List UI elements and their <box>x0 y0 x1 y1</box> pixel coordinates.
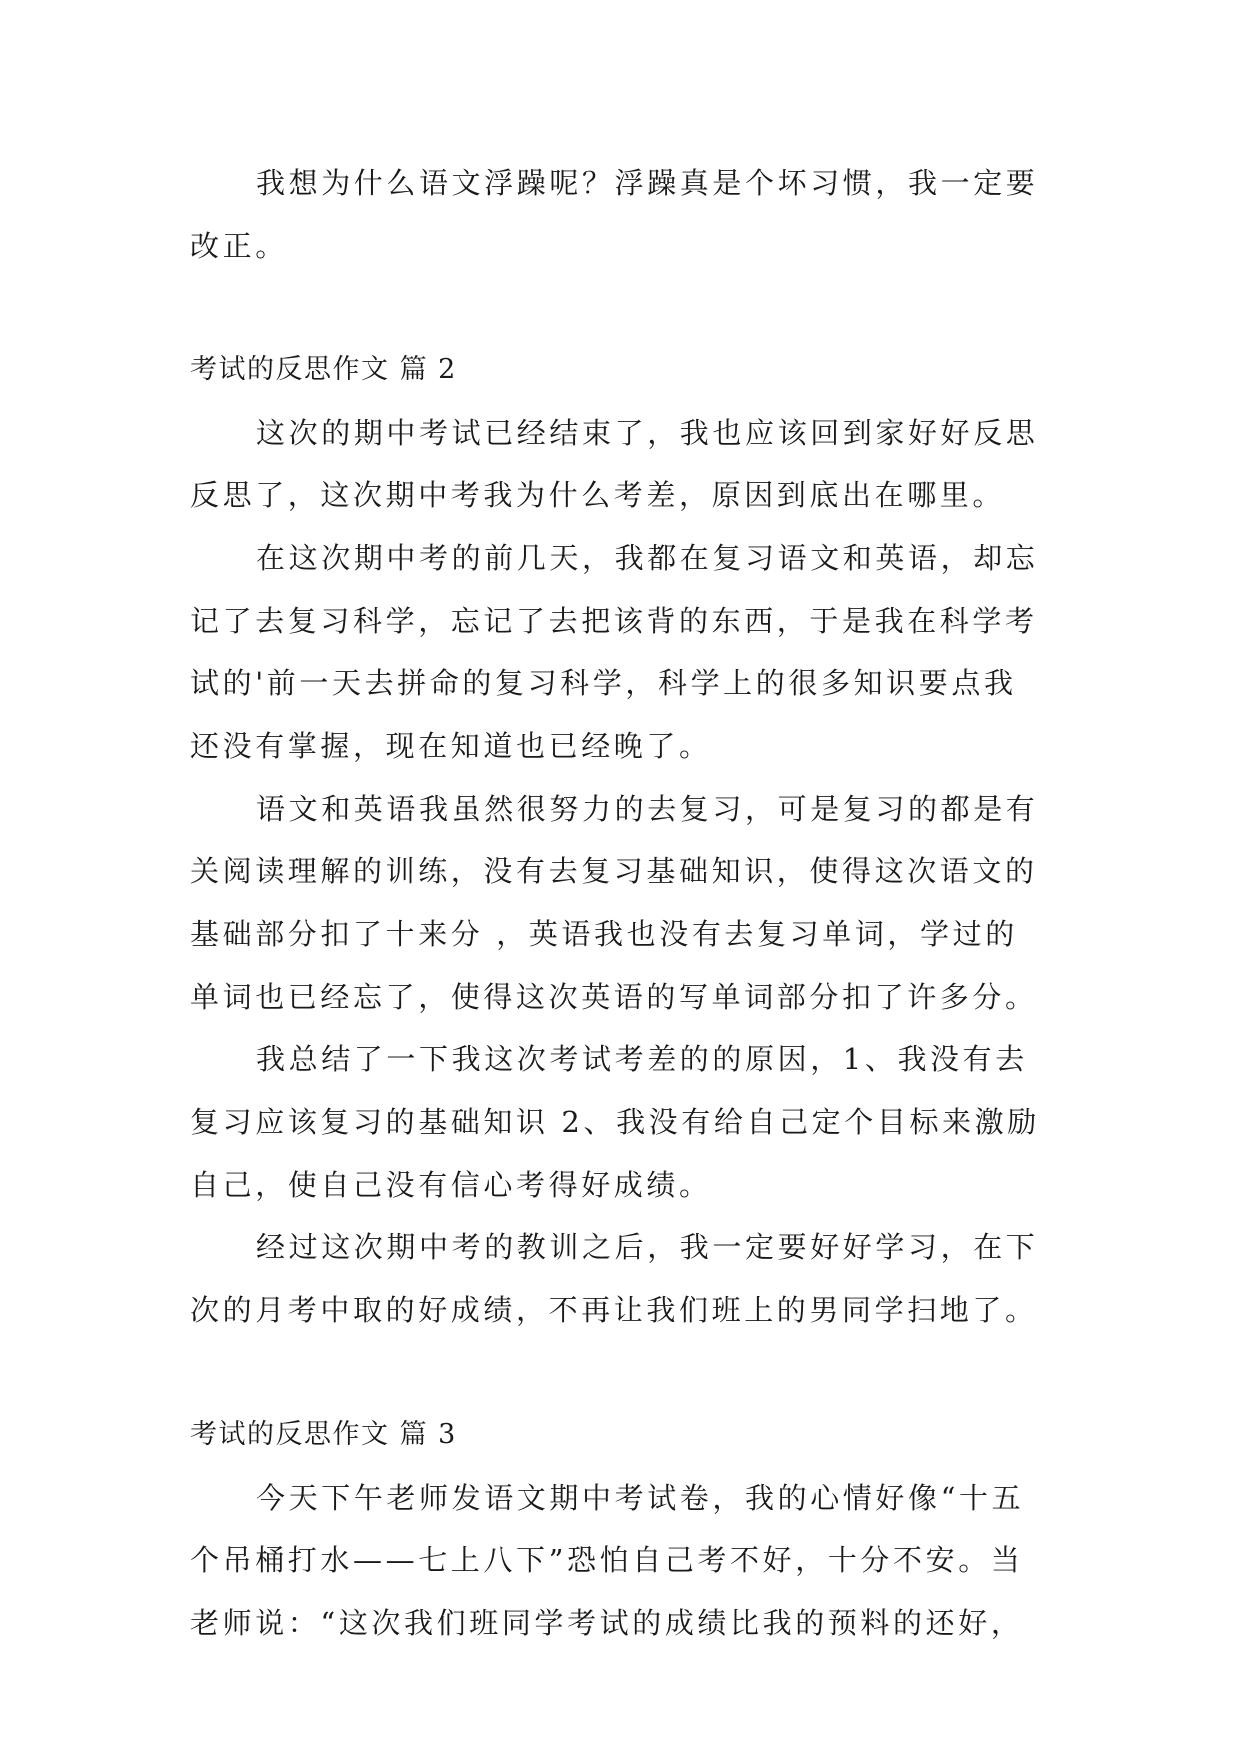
paragraph-line: 老师说：“这次我们班同学考试的成绩比我的预料的还好， <box>190 1606 1024 1640</box>
paragraph-line: 改正。 <box>190 229 288 263</box>
paragraph-line: 个吊桶打水——七上八下”恐怕自己考不好，十分不安。当 <box>190 1543 1024 1577</box>
section-heading: 考试的反思作文 篇 3 <box>190 1419 457 1450</box>
paragraph-line: 我总结了一下我这次考试考差的的原因，1、我没有去 <box>256 1042 1028 1076</box>
paragraph-line: 还没有掌握，现在知道也已经晚了。 <box>190 729 712 763</box>
section-heading: 考试的反思作文 篇 2 <box>190 354 457 385</box>
paragraph-line: 在这次期中考的前几天，我都在复习语文和英语，却忘 <box>256 541 1039 575</box>
paragraph-line: 经过这次期中考的教训之后，我一定要好好学习，在下 <box>256 1230 1039 1264</box>
paragraph-line: 这次的期中考试已经结束了，我也应该回到家好好反思 <box>256 416 1039 450</box>
paragraph-line: 语文和英语我虽然很努力的去复习，可是复习的都是有 <box>256 792 1039 826</box>
paragraph-line: 基础部分扣了十来分 ，英语我也没有去复习单词，学过的 <box>190 917 1018 951</box>
paragraph-line: 关阅读理解的训练，没有去复习基础知识，使得这次语文的 <box>190 854 1038 888</box>
paragraph-line: 记了去复习科学，忘记了去把该背的东西，于是我在科学考 <box>190 604 1038 638</box>
paragraph-line: 单词也已经忘了，使得这次英语的写单词部分扣了许多分。 <box>190 980 1038 1014</box>
paragraph-line: 试的'前一天去拼命的复习科学，科学上的很多知识要点我 <box>190 666 1017 700</box>
paragraph-line: 自己，使自己没有信心考得好成绩。 <box>190 1168 712 1202</box>
paragraph-line: 复习应该复习的基础知识 2、我没有给自己定个目标来激励 <box>190 1105 1040 1139</box>
paragraph-line: 今天下午老师发语文期中考试卷，我的心情好像“十五 <box>256 1481 1025 1515</box>
paragraph-line: 次的月考中取的好成绩，不再让我们班上的男同学扫地了。 <box>190 1293 1038 1327</box>
paragraph-line: 反思了，这次期中考我为什么考差，原因到底出在哪里。 <box>190 478 1006 512</box>
paragraph-line: 我想为什么语文浮躁呢？浮躁真是个坏习惯，我一定要 <box>256 166 1039 200</box>
